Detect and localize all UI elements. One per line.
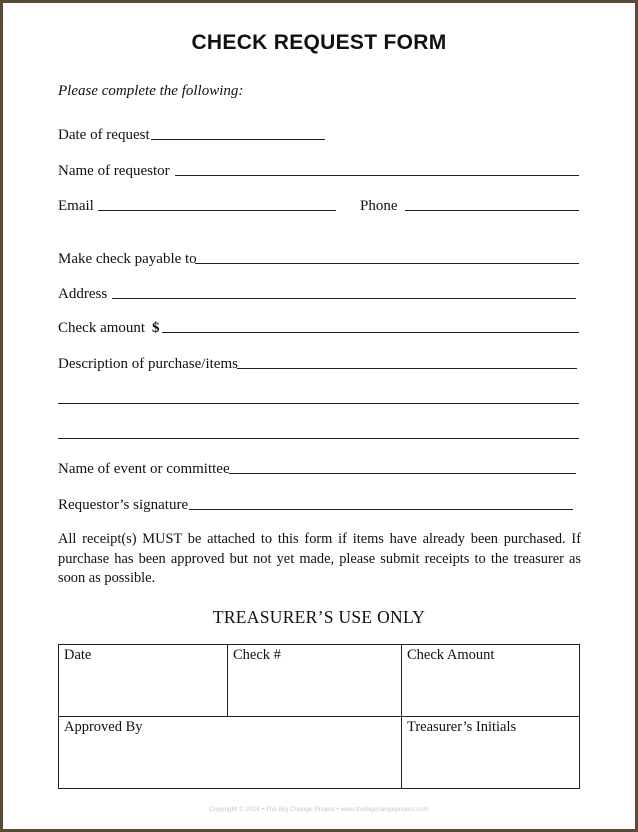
email-label: Email bbox=[58, 198, 94, 214]
treasurer-initials-label: Treasurer’s Initials bbox=[407, 719, 517, 735]
payable-to-field[interactable] bbox=[195, 263, 579, 264]
description-label: Description of purchase/items bbox=[58, 356, 238, 372]
form-intro: Please complete the following: bbox=[58, 83, 244, 99]
date-of-request-label: Date of request bbox=[58, 127, 150, 143]
treasurer-check-amount-cell[interactable] bbox=[402, 645, 580, 717]
treasurer-initials-cell[interactable] bbox=[402, 717, 580, 789]
treasurer-approved-by-cell[interactable] bbox=[59, 717, 402, 789]
email-field[interactable] bbox=[98, 210, 336, 211]
payable-to-label: Make check payable to bbox=[58, 251, 197, 267]
name-of-requestor-label: Name of requestor bbox=[58, 163, 170, 179]
form-page bbox=[3, 3, 635, 829]
treasurer-date-label: Date bbox=[64, 647, 92, 663]
event-committee-label: Name of event or committee bbox=[58, 461, 230, 477]
signature-label: Requestor’s signature bbox=[58, 497, 189, 513]
name-of-requestor-field[interactable] bbox=[175, 175, 579, 176]
address-label: Address bbox=[58, 286, 108, 302]
treasurer-date-cell[interactable] bbox=[59, 645, 228, 717]
signature-field[interactable] bbox=[189, 509, 573, 510]
address-field[interactable] bbox=[112, 298, 576, 299]
receipts-notice: All receipt(s) MUST be attached to this form if items have already been purchased. If purchase has been approved but not yet made, please submit receipts to the treasurer as soon as possible. bbox=[58, 531, 581, 586]
check-amount-field[interactable] bbox=[162, 332, 579, 333]
description-field-line-2[interactable] bbox=[58, 403, 579, 404]
phone-field[interactable] bbox=[405, 210, 579, 211]
treasurer-check-amount-label: Check Amount bbox=[407, 647, 495, 663]
description-field-line-3[interactable] bbox=[58, 438, 579, 439]
check-amount-label: Check amount bbox=[58, 320, 146, 336]
treasurer-title: TREASURER’S USE ONLY bbox=[212, 607, 426, 627]
treasurer-check-no-cell[interactable] bbox=[228, 645, 402, 717]
date-of-request-field[interactable] bbox=[151, 139, 325, 140]
event-committee-field[interactable] bbox=[229, 473, 576, 474]
treasurer-approved-by-label: Approved By bbox=[64, 719, 143, 735]
description-field-line-1[interactable] bbox=[237, 368, 577, 369]
form-title: CHECK REQUEST FORM bbox=[191, 31, 447, 54]
copyright-footer: Copyright © 2014 • The Big Change Project • www.thebigchangeproject.com bbox=[209, 806, 429, 813]
treasurer-table bbox=[58, 644, 580, 789]
treasurer-check-no-label: Check # bbox=[233, 647, 281, 663]
phone-label: Phone bbox=[360, 198, 398, 214]
dollar-sign: $ bbox=[152, 320, 160, 336]
